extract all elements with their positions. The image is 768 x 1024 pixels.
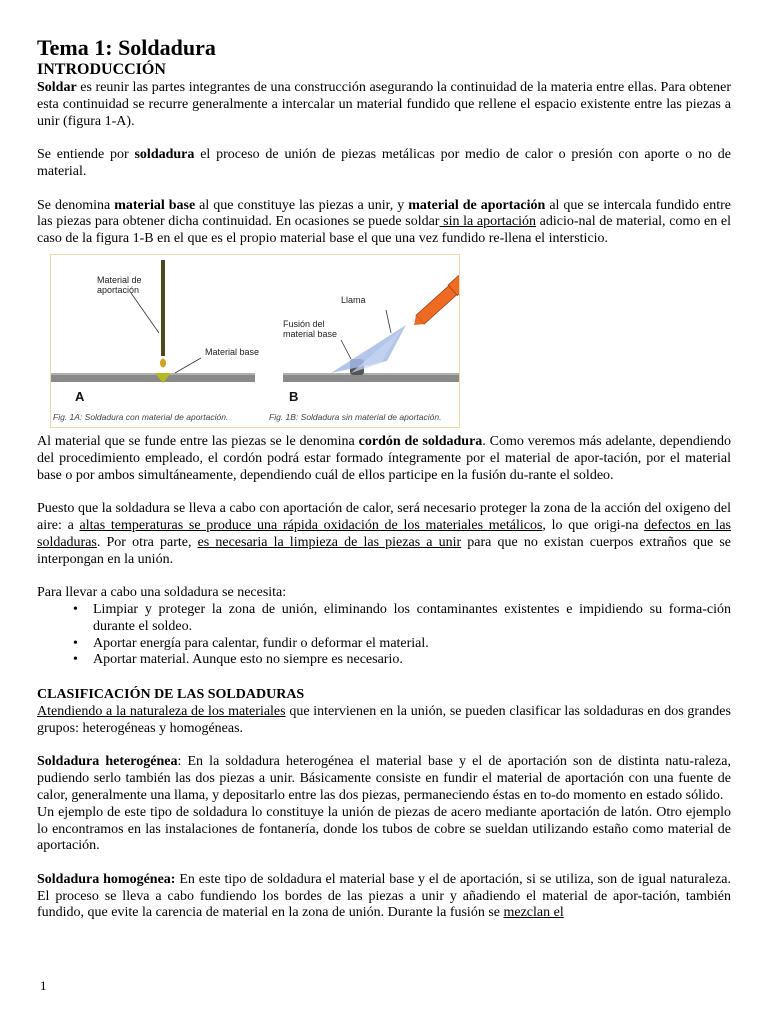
torch <box>409 255 459 330</box>
label-flame: Llama <box>341 294 366 305</box>
bold-term: soldadura <box>134 147 195 163</box>
homogeneous-paragraph <box>37 872 731 922</box>
text: . Por otra parte, <box>96 534 198 550</box>
text: , lo que origi-na <box>542 517 645 533</box>
list-item: • Limpiar y proteger la zona de unión, eliminando los contaminantes existentes e impidiendo su forma-ción durante el soldeo. <box>93 602 731 636</box>
text: al que se intercala fundido entre las piezas para obtener dicha continuidad. En ocasiones se puede soldar <box>37 197 731 230</box>
underlined-text: mezclan el <box>503 905 564 921</box>
label-filler-bottom: aportación <box>97 284 140 295</box>
classification-heading: CLASIFICACIÓN DE LAS SOLDADURAS <box>37 686 305 702</box>
letter-b: B <box>289 388 299 404</box>
molten-drop <box>160 358 166 367</box>
caption-a: Fig. 1A: Soldadura con material de aportación. <box>53 411 229 422</box>
text: adicio-nal de material, como en el caso de la figura 1-B en el que es el propio material base el que una vez fundido re-llena el intersticio. <box>37 214 731 247</box>
text: al que constituye las piezas a unir, y <box>195 197 409 213</box>
underlined-text: defectos en las soldaduras <box>37 517 731 550</box>
intro-heading: INTRODUCCIÓN <box>37 61 166 78</box>
filler-rod <box>161 260 165 356</box>
heterogeneous-example: Un ejemplo de este tipo de soldadura lo constituye la unión de piezas de acero mediante aportación de latón. Otro ejemplo lo encontramos en las instalaciones de fontanería, donde los tubos de cobre se sueldan utilizando estaño como material de aportación. <box>37 804 731 854</box>
leader-line <box>386 310 391 333</box>
text: : En la soldadura heterogénea el material base y el de aportación son de distinta natu-raleza, pudiendo serlo también las dos piezas a unir. Básicamente consiste en fundir el material de aportación con una fuente de calor, generalmente una llama, y depositarlo entre las dos piezas, permaneciendo éstas en to-do momento en estado sólido. <box>37 754 731 803</box>
intro-paragraph-1 <box>37 80 731 130</box>
body-paragraph-4 <box>37 434 731 484</box>
text: Puesto que la soldadura se lleva a cabo con aportación de calor, será necesario proteger la zona de la acción del oxigeno del aire: a <box>37 501 731 533</box>
bold-term: Soldadura heterogénea <box>37 754 178 770</box>
leader-line <box>131 293 159 333</box>
intro-paragraph-2 <box>37 147 731 181</box>
classification-paragraph <box>37 704 731 738</box>
bold-term: material de aportación <box>408 197 546 213</box>
bold-term: material base <box>114 197 196 213</box>
welding-figure <box>50 254 460 428</box>
intro-paragraph-3 <box>37 198 731 248</box>
text: el proceso de unión de piezas metálicas por medio de calor o presión con aporte o no de material. <box>37 147 731 179</box>
heterogeneous-paragraph <box>37 754 731 804</box>
list-item: • Aportar energía para calentar, fundir o deformar el material. <box>93 636 731 653</box>
text: . Como veremos más adelante, dependiendo del procedimiento empleado, el cordón podrá estar formado íntegramente por el material de apor-tación, por el material base o por ambos simultáneamente, dependiendo cuál de ellos participe en la fusión du-rante el soldeo. <box>37 433 732 483</box>
requirements-list <box>37 602 731 669</box>
label-filler-top: Material de <box>97 274 142 285</box>
text: para que no existan cuerpos extraños que se interpongan en la unión. <box>37 534 731 567</box>
document-page <box>37 36 731 922</box>
label-fusion-top: Fusión del <box>283 318 325 329</box>
underlined-text: es necesaria la limpieza de las piezas a unir <box>197 534 462 550</box>
body-paragraph-6: Para llevar a cabo una soldadura se necesita: <box>37 585 287 601</box>
body-paragraph-5 <box>37 501 731 568</box>
text: Se denomina <box>37 197 115 213</box>
text: es reunir las partes integrantes de una construcción asegurando la continuidad de la materia entre ellas. Para obtener esta continuidad se recurre generalmente a intercalar un material fundido que rellene el espacio existente entre las piezas a unir (figura 1-A). <box>37 80 731 129</box>
bold-term: Soldadura homogénea: <box>37 871 176 887</box>
bold-term: cordón de soldadura <box>358 433 483 449</box>
text: En este tipo de soldadura el material base y el de aportación, si se utiliza, son de igual naturaleza. El proceso se lleva a cabo fundiendo los bordes de las piezas a unir y añadiendo el material de apor-tación, también fundido, que evite la carencia de material en la zona de unión. Durante la fusión se <box>37 871 731 921</box>
label-base-material: Material base <box>205 346 260 357</box>
list-item: • Aportar material. Aunque esto no siempre es necesario. <box>93 652 731 669</box>
page-number: 1 <box>40 978 47 993</box>
label-fusion-bottom: material base <box>283 328 338 339</box>
page-title: Tema 1: Soldadura <box>37 35 216 60</box>
caption-b: Fig. 1B: Soldadura sin material de aportación. <box>269 411 442 422</box>
text: Al material que se funde entre las piezas se le denomina <box>37 433 359 449</box>
text: que intervienen en la unión, se pueden clasificar las soldaduras en dos grandes grupos: heterogéneas y homogéneas. <box>37 703 731 736</box>
underlined-text: altas temperaturas se produce una rápida oxidación de los materiales metálicos <box>79 517 543 533</box>
text: Se entiende por <box>37 147 135 163</box>
bold-term: Soldar <box>37 80 77 95</box>
leader-line <box>175 358 201 373</box>
leader-line <box>341 340 351 359</box>
underlined-text: Atendiendo a la naturaleza de los materiales <box>37 703 286 719</box>
letter-a: A <box>75 388 85 404</box>
underlined-text: sin la aportación <box>439 214 536 230</box>
